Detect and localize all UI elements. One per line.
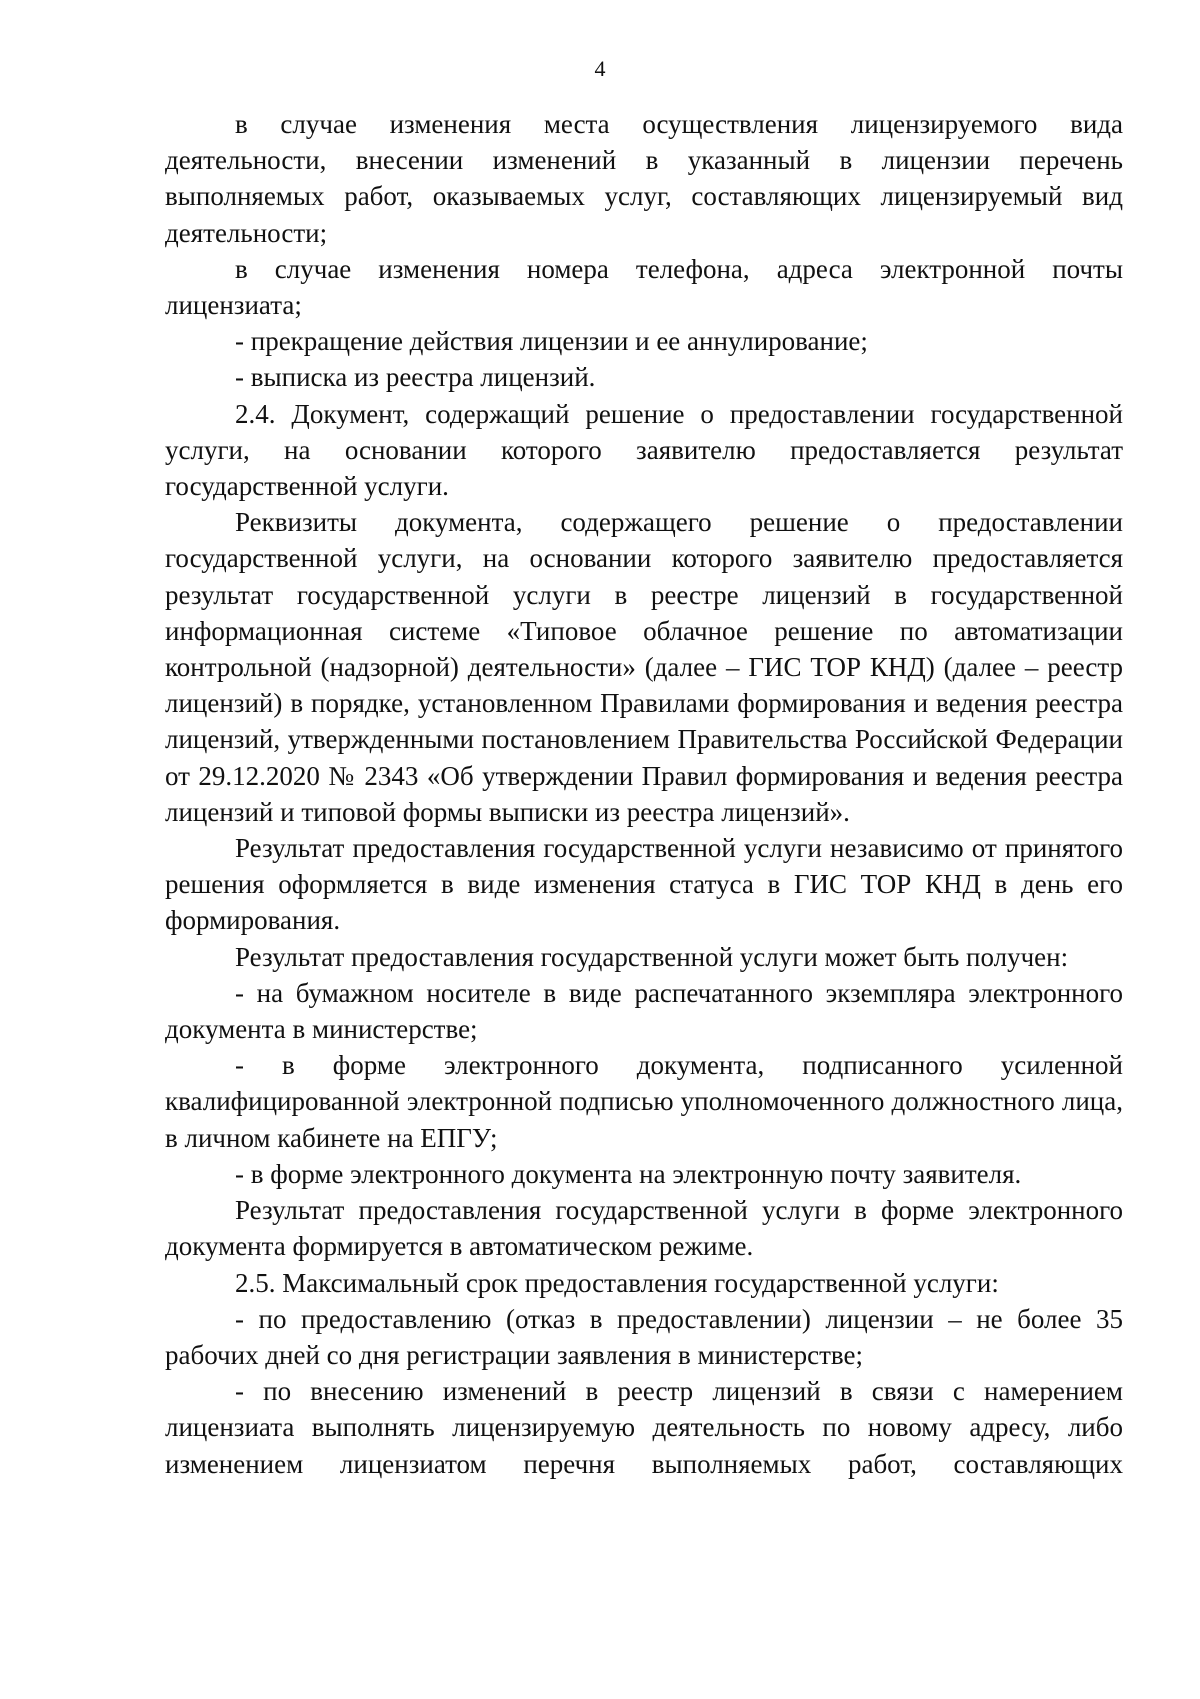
paragraph: - прекращение действия лицензии и ее аннулирование; [235,326,868,357]
paragraph: - на бумажном носителе в виде распечатанного экземпляра электронного документа в министерстве; [165,977,1123,1045]
paragraph: в случае изменения места осуществления лицензируемого вида деятельности, внесении изменений в указанный в лицензии перечень выполняемых работ, оказываемых услуг, составляющих лицензируемый вид деятельности; [165,109,1123,248]
paragraph: 2.4. Документ, содержащий решение о предоставлении государственной услуги, на основании которого заявителю предоставляется результат государственной услуги. [165,398,1123,502]
paragraph: Результат предоставления государственной услуги в форме электронного документа формируется в автоматическом режиме. [165,1195,1123,1262]
paragraph: Реквизиты документа, содержащего решение о предоставлении государственной услуги, на основании которого заявителю предоставляется результат государственной услуги в реестре лицензий в государственной информационная системе «Типовое облачное решение по автоматизации контрольной (надзорной) деятельности» (далее – ГИС ТОР КНД) (далее – реестр лицензий) в порядке, установленном Правилами формирования и ведения реестра лицензий, утвержденными постановлением Правительства Российской Федерации от 29.12.2020 № 2343 «Об утверждении Правил формирования и ведения реестра лицензий и типовой формы выписки из реестра лицензий». [165,507,1123,827]
paragraph: - в форме электронного документа, подписанного усиленной квалифицированной электронной подписью уполномоченного должностного лица, в личном кабинете на ЕПГУ; [165,1050,1123,1153]
paragraph: Результат предоставления государственной услуги может быть получен: [235,941,1069,972]
paragraph: 2.5. Максимальный срок предоставления государственной услуги: [235,1267,999,1298]
paragraph: в случае изменения номера телефона, адреса электронной почты лицензиата; [165,253,1123,321]
paragraph: Результат предоставления государственной услуги независимо от принятого решения оформляется в виде изменения статуса в ГИС ТОР КНД в день его формирования. [165,833,1123,936]
paragraph: - по предоставлению (отказ в предоставлении) лицензии – не более 35 рабочих дней со дня регистрации заявления в министерстве; [165,1303,1123,1370]
page-number: 4 [594,56,606,81]
paragraph: - по внесению изменений в реестр лицензий в связи с намерением лицензиата выполнять лицензируемую деятельность по новому адресу, либо изменением лицензиатом перечня выполняемых работ, составляющих [165,1376,1123,1479]
paragraph: - выписка из реестра лицензий. [235,362,596,393]
paragraph: - в форме электронного документа на электронную почту заявителя. [235,1158,1022,1189]
document-body [165,106,1123,1482]
